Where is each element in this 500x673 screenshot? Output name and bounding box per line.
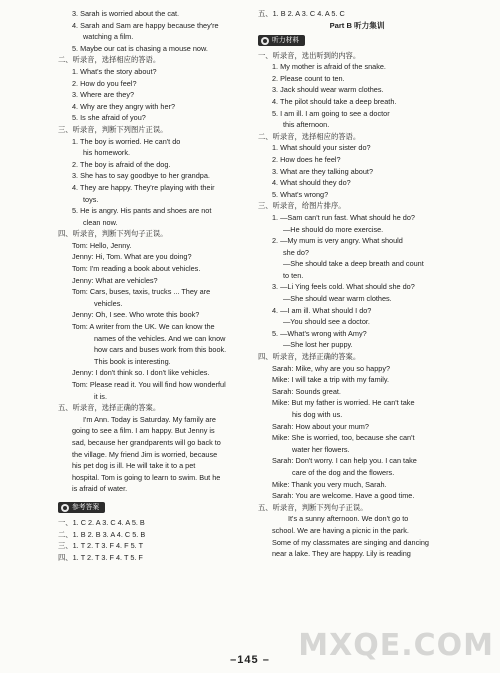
answer-line: 四、1. T 2. T 3. F 4. T 5. F — [58, 552, 143, 562]
text-line: 4. Why are they angry with her? — [72, 101, 176, 111]
answer-key-icon — [61, 504, 69, 512]
text-line: Tom: Please read it. You will find how wonderful — [72, 380, 226, 389]
text-line: Jenny: What are vehicles? — [72, 275, 158, 285]
text-line: 4. The pilot should take a deep breath. — [272, 96, 397, 106]
answer-key-line: 五、1. B 2. A 3. C 4. A 5. C — [258, 9, 345, 18]
text-line: 一、听录音，选出听到的内容。 — [258, 50, 361, 60]
text-line: 二、听录音，选择相应的答语。 — [58, 55, 161, 65]
text-line: 1. My mother is afraid of the snake. — [272, 62, 386, 72]
right-column — [258, 8, 456, 560]
text-line: 五、听录音，判断下列句子正误。 — [258, 502, 368, 512]
text-line: toys. — [83, 194, 99, 204]
text-line: his pet dog is ill. He will take it to a pet — [72, 461, 196, 471]
text-line: 3. What are they talking about? — [272, 166, 374, 176]
text-line: —She should wear warm clothes. — [283, 294, 392, 304]
text-line: his dog with us. — [292, 410, 343, 419]
text-line: 5. I am ill. I am going to see a doctor — [272, 108, 390, 118]
text-line: Jenny: I don't think so. I don't like vehicles. — [72, 368, 210, 378]
text-line: Mike: She is worried, too, because she can't — [272, 433, 415, 443]
text-line: Tom: Cars, buses, taxis, trucks ... They are — [72, 287, 211, 297]
text-line: 4. Sarah and Sam are happy because they're — [72, 20, 219, 30]
text-line: 1. —Sam can't run fast. What should he do? — [272, 212, 415, 222]
text-line: 1. What should your sister do? — [272, 143, 371, 153]
text-line: 4. They are happy. They're playing with their — [72, 182, 215, 192]
text-line: names of the vehicles. And we can know — [94, 333, 226, 343]
text-line: is afraid of water. — [72, 484, 128, 494]
answer-key-badge — [58, 502, 105, 513]
text-line: watching a film. — [83, 32, 134, 42]
text-line: Tom: Hello, Jenny. — [72, 240, 132, 250]
text-line: 3. Sarah is worried about the cat. — [72, 9, 180, 18]
text-line: 2. Please count to ten. — [272, 73, 345, 83]
text-line: Mike: Thank you very much, Sarah. — [272, 479, 387, 489]
text-line: Tom: A writer from the UK. We can know the — [72, 322, 215, 332]
answer-key-badge-label: 参考答案 — [72, 504, 100, 512]
listening-material-badge-label: 听力材料 — [272, 37, 300, 45]
text-line: 5. Is she afraid of you? — [72, 113, 146, 123]
text-line: 3. She has to say goodbye to her grandpa. — [72, 171, 210, 181]
answer-line: 三、1. T 2. T 3. F 4. F 5. T — [58, 541, 144, 551]
text-line: —You should see a doctor. — [283, 317, 370, 327]
text-line: 1. The boy is worried. He can't do — [72, 136, 181, 146]
text-line: It's a sunny afternoon. We don't go to — [288, 514, 409, 524]
text-line: 四、听录音，判断下列句子正误。 — [58, 229, 168, 239]
text-line: going to see a film. I am happy. But Jenny is — [72, 426, 215, 436]
answer-key-block — [58, 517, 256, 563]
text-line: 五、听录音，选择正确的答案。 — [58, 403, 161, 413]
text-line: 2. —My mum is very angry. What should — [272, 236, 403, 246]
text-line: how cars and buses work from this book. — [94, 345, 227, 355]
headphone-icon — [261, 37, 269, 45]
right-text-block — [258, 50, 456, 560]
text-line: Sarah: Don't worry. I can help you. I can take — [272, 456, 417, 466]
text-line: 三、听录音，给图片排序。 — [258, 201, 346, 211]
text-line: his homework. — [83, 148, 131, 158]
text-line: 二、听录音，选择相应的答语。 — [258, 131, 361, 141]
text-line: water her flowers. — [292, 444, 350, 454]
text-line: 4. —I am ill. What should I do? — [272, 305, 372, 315]
left-column — [58, 8, 256, 563]
text-line: 5. What's wrong? — [272, 189, 329, 199]
text-line: Sarah: Sounds great. — [272, 386, 341, 396]
text-line: Mike: I will take a trip with my family. — [272, 375, 390, 385]
text-line: —She lost her puppy. — [283, 340, 353, 350]
text-line: 三、听录音，判断下列图片正误。 — [58, 124, 168, 134]
text-line: she do? — [283, 247, 309, 257]
text-line: 2. How does he feel? — [272, 154, 341, 164]
text-line: 3. Jack should wear warm clothes. — [272, 85, 384, 95]
text-line: hospital. Tom is going to learn to swim. But he — [72, 472, 221, 482]
text-line: 1. What's the story about? — [72, 66, 157, 76]
text-line: —She should take a deep breath and count — [283, 259, 424, 269]
text-line: Mike: But my father is worried. He can't take — [272, 398, 415, 408]
text-line: near a lake. They are happy. Lily is reading — [272, 549, 411, 559]
text-line: Tom: I'm reading a book about vehicles. — [72, 264, 201, 274]
answer-line: 二、1. B 2. B 3. A 4. C 5. B — [58, 529, 146, 539]
text-line: care of the dog and the flowers. — [292, 467, 395, 477]
text-line: it is. — [94, 391, 107, 401]
text-line: 3. Where are they? — [72, 90, 135, 100]
text-line: 2. The boy is afraid of the dog. — [72, 159, 171, 169]
page-number: –145 – — [230, 654, 270, 666]
text-line: 5. He is angry. His pants and shoes are not — [72, 206, 212, 216]
listening-material-badge — [258, 35, 305, 46]
text-line: 3. —Li Ying feels cold. What should she do? — [272, 282, 415, 292]
text-line: Jenny: Oh, I see. Who wrote this book? — [72, 310, 200, 320]
text-line: Jenny: Hi, Tom. What are you doing? — [72, 252, 192, 262]
text-line: Some of my classmates are singing and dancing — [272, 537, 429, 547]
text-line: 四、听录音，选择正确的答案。 — [258, 352, 361, 362]
text-line: 2. How do you feel? — [72, 78, 137, 88]
part-title: Part B 听力集训 — [329, 20, 385, 30]
text-line: This book is interesting. — [94, 356, 171, 366]
text-line: 4. What should they do? — [272, 178, 351, 188]
text-line: vehicles. — [94, 298, 123, 308]
watermark: MXQE.COM — [298, 628, 494, 663]
text-line: Sarah: Mike, why are you so happy? — [272, 363, 391, 373]
text-line: Sarah: You are welcome. Have a good time. — [272, 491, 415, 501]
text-line: clean now. — [83, 217, 118, 227]
text-line: Sarah: How about your mum? — [272, 421, 369, 431]
text-line: school. We are having a picnic in the park. — [272, 525, 409, 535]
text-line: sad, because her grandparents will go back to — [72, 437, 221, 447]
answer-line: 一、1. C 2. A 3. C 4. A 5. B — [58, 517, 145, 527]
text-line: to ten. — [283, 270, 304, 280]
left-text-block — [58, 8, 256, 495]
text-line: 5. —What's wrong with Amy? — [272, 328, 367, 338]
text-line: —He should do more exercise. — [283, 224, 384, 234]
text-line: this afternoon. — [283, 120, 330, 130]
text-line: the village. My friend Jim is worried, because — [72, 449, 218, 459]
text-line: 5. Maybe our cat is chasing a mouse now. — [72, 43, 208, 53]
text-line: I'm Ann. Today is Saturday. My family are — [83, 414, 216, 424]
